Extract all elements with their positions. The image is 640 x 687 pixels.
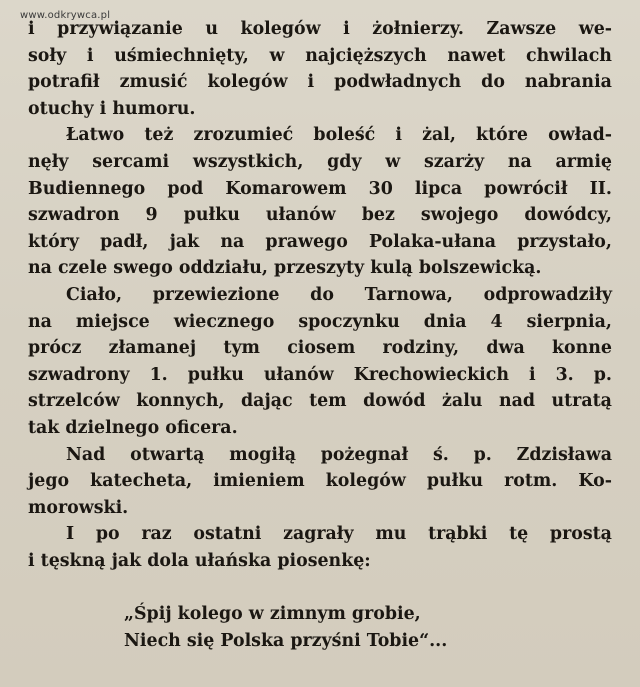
- article-body: [28, 16, 612, 574]
- text-line: nęły sercami wszystkich, gdy w szarży na armię: [28, 151, 612, 172]
- text-line: Nad otwartą mogiłą pożegnał ś. p. Zdzisława: [66, 444, 612, 465]
- text-line: i tęskną jak dola ułańska piosenkę:: [28, 550, 371, 571]
- text-line: I po raz ostatni zagrały mu trąbki tę prostą: [66, 524, 612, 545]
- text-line: który padł, jak na prawego Polaka-ułana przystało,: [28, 231, 612, 252]
- paragraph: [28, 122, 612, 282]
- text-line: soły i uśmiechnięty, w najcięższych nawet chwilach: [28, 45, 612, 66]
- text-line: na miejsce wiecznego spoczynku dnia 4 sierpnia,: [28, 311, 612, 332]
- text-line: prócz złamanej tym ciosem rodziny, dwa konne: [28, 338, 612, 359]
- watermark: www.odkrywca.pl: [20, 10, 111, 21]
- text-line: Łatwo też zrozumieć boleść i żal, które owład-: [66, 125, 612, 146]
- paragraph: [28, 442, 612, 522]
- text-line: szwadrony 1. pułku ułanów Krechowieckich i 3. p.: [28, 364, 612, 385]
- text-line: Budiennego pod Komarowem 30 lipca powrócił II.: [28, 178, 612, 199]
- verse-line: „Śpij kolego w zimnym grobie,: [124, 604, 421, 624]
- song-verse: [124, 601, 447, 654]
- text-line: strzelców konnych, dając tem dowód żalu nad utratą: [28, 391, 612, 412]
- paragraph: [28, 521, 612, 574]
- text-line: potrafił zmusić kolegów i podwładnych do nabrania: [28, 72, 612, 93]
- text-line: szwadron 9 pułku ułanów bez swojego dowódcy,: [28, 205, 612, 226]
- text-line: otuchy i humoru.: [28, 98, 196, 119]
- verse-line: Niech się Polska przyśni Tobie“...: [124, 630, 448, 651]
- text-line: jego katecheta, imieniem kolegów pułku rotm. Ko-: [28, 471, 612, 492]
- paragraph: [28, 282, 612, 442]
- text-line: na czele swego oddziału, przeszyty kulą bolszewicką.: [28, 258, 542, 279]
- text-line: tak dzielnego oficera.: [28, 417, 238, 438]
- text-line: Ciało, przewiezione do Tarnowa, odprowadziły: [66, 284, 612, 305]
- text-line: i przywiązanie u kolegów i żołnierzy. Zawsze we-: [28, 19, 612, 39]
- text-line: morowski.: [28, 497, 129, 518]
- paragraph: [28, 16, 612, 122]
